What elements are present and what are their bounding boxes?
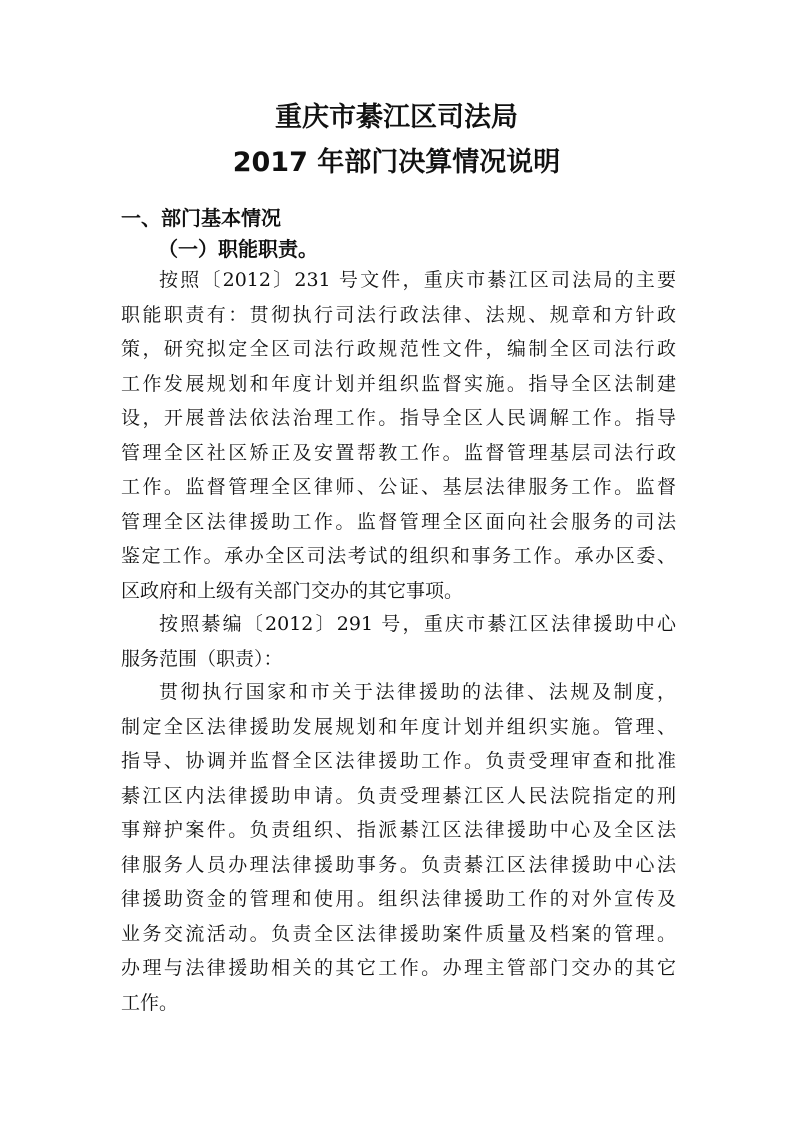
subsection-heading-duties: （一）职能职责。 — [158, 237, 318, 261]
paragraph-line: 按照〔2012〕231 号文件，重庆市綦江区司法局的主要 — [159, 269, 676, 291]
paragraph-line: 业务交流活动。负责全区法律援助案件质量及档案的管理。 — [121, 922, 676, 945]
paragraph-line: 工作。监督管理全区律师、公证、基层法律服务工作。监督 — [121, 476, 676, 498]
paragraph-line: 律服务人员办理法律援助事务。负责綦江区法律援助中心法 — [121, 853, 676, 876]
paragraph-line: 事辩护案件。负责组织、指派綦江区法律援助中心及全区法 — [121, 819, 676, 841]
paragraph-line: 管理全区社区矫正及安置帮教工作。监督管理基层司法行政 — [121, 441, 676, 464]
paragraph-line: 工作发展规划和年度计划并组织监督实施。指导全区法制建 — [121, 372, 676, 395]
paragraph-line: 綦江区内法律援助申请。负责受理綦江区人民法院指定的刑 — [121, 784, 676, 807]
document-title-line-2: 2017 年部门决算情况说明 — [232, 147, 561, 178]
paragraph-line: 办理与法律援助相关的其它工作。办理主管部门交办的其它 — [121, 957, 676, 979]
paragraph-line: 贯彻执行国家和市关于法律援助的法律、法规及制度， — [159, 681, 676, 703]
paragraph-line: 区政府和上级有关部门交办的其它事项。 — [121, 579, 464, 602]
paragraph-legal-aid-scope-intro — [121, 607, 676, 676]
paragraph-line: 管理全区法律援助工作。监督管理全区面向社会服务的司法 — [121, 510, 676, 533]
document-title-line-1: 重庆市綦江区司法局 — [275, 102, 518, 133]
paragraph-line: 服务范围（职责）： — [121, 647, 283, 670]
paragraph-line: 按照綦编〔2012〕291 号，重庆市綦江区法律援助中心 — [159, 613, 676, 635]
paragraph-line: 鉴定工作。承办全区司法考试的组织和事务工作。承办区委、 — [121, 545, 676, 567]
paragraph-line: 制定全区法律援助发展规划和年度计划并组织实施。管理、 — [121, 715, 676, 738]
section-heading-basic-info: 一、部门基本情况 — [121, 206, 281, 230]
paragraph-line: 策，研究拟定全区司法行政规范性文件，编制全区司法行政 — [121, 338, 676, 360]
paragraph-line: 职能职责有：贯彻执行司法行政法律、法规、规章和方针政 — [121, 303, 676, 326]
paragraph-duties — [121, 263, 676, 608]
paragraph-line: 律援助资金的管理和使用。组织法律援助工作的对外宣传及 — [121, 888, 676, 910]
paragraph-legal-aid-duties — [121, 675, 676, 1020]
paragraph-line: 工作。 — [121, 991, 179, 1014]
paragraph-line: 设，开展普法依法治理工作。指导全区人民调解工作。指导 — [121, 407, 676, 429]
paragraph-line: 指导、协调并监督全区法律援助工作。负责受理审查和批准 — [121, 750, 676, 772]
